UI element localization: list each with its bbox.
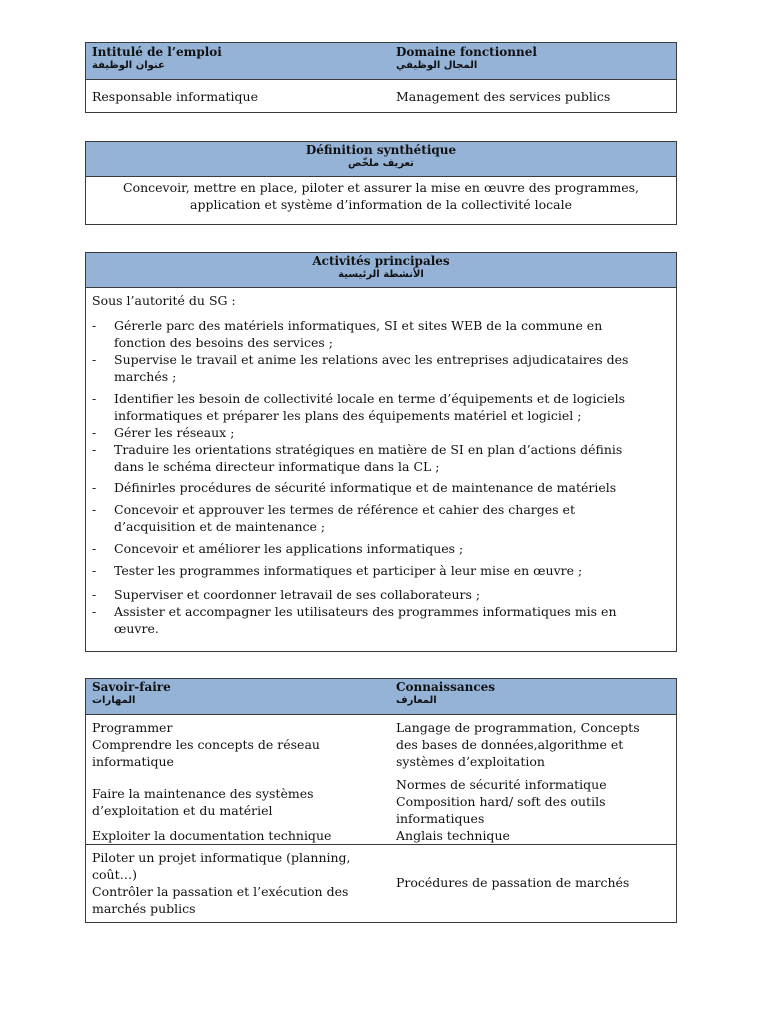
definition-heading: Définition synthétique	[305, 143, 457, 157]
skills-heading-ar: المهارات	[92, 695, 136, 706]
list-item: - Concevoir et améliorer les applications informatiques ;	[92, 540, 670, 557]
activities-list	[92, 317, 670, 637]
skill-group: Piloter un projet informatique (planning, coût…) Contrôler la passation et l’exécution des marchés publics	[92, 850, 351, 916]
domain-value: Management des services publics	[396, 89, 611, 104]
domain-heading-ar: المجال الوظيفي	[396, 60, 478, 71]
knowledge-heading-ar: المعارف	[396, 695, 437, 706]
skills-heading: Savoir-faire	[92, 680, 171, 694]
skills-table	[85, 678, 677, 923]
knowledge-group: Anglais technique	[396, 828, 510, 843]
definition-line: application et système d’information de la collectivité locale	[190, 197, 572, 212]
knowledge-group: Langage de programmation, Concepts des bases de données,algorithme et systèmes d’exploitation	[396, 720, 640, 769]
list-item: - Identifier les besoin de collectivité locale en terme d’équipements et de logiciels informatiques et préparer les plans des équipements matériel et logiciel ;	[92, 390, 670, 424]
activities-heading-ar: الأنشطة الرئيسية	[338, 269, 424, 280]
definition-heading-ar: تعريف ملخّص	[348, 158, 414, 169]
list-item: - Définirles procédures de sécurité informatique et de maintenance de matériels	[92, 479, 670, 496]
list-item: - Tester les programmes informatiques et participer à leur mise en œuvre ;	[92, 562, 670, 579]
list-item: - Supervise le travail et anime les relations avec les entreprises adjudicataires des marchés ;	[92, 351, 670, 385]
skills-row	[86, 715, 676, 845]
knowledge-group: Normes de sécurité informatique Composition hard/ soft des outils informatiques	[396, 777, 607, 826]
list-item: - Superviser et coordonner letravail de ses collaborateurs ;	[92, 586, 670, 603]
list-item: - Traduire les orientations stratégiques en matière de SI en plan d’actions définis dans le schéma directeur informatique dans la CL ;	[92, 441, 670, 475]
definition-line: Concevoir, mettre en place, piloter et assurer la mise en œuvre des programmes,	[123, 180, 639, 195]
activities-table	[85, 252, 677, 652]
knowledge-group: Procédures de passation de marchés	[396, 875, 630, 890]
definition-header	[86, 142, 676, 177]
activities-heading: Activités principales	[312, 254, 450, 268]
job-title-heading: Intitulé de l’emploi	[92, 45, 222, 59]
activities-header	[86, 253, 676, 288]
job-title-heading-ar: عنوان الوظيفة	[92, 60, 165, 71]
activities-intro: Sous l’autorité du SG :	[92, 293, 236, 308]
list-item: - Gérer les réseaux ;	[92, 424, 670, 441]
job-title-value: Responsable informatique	[92, 89, 258, 104]
list-item: - Assister et accompagner les utilisateurs des programmes informatiques mis en œuvre.	[92, 603, 670, 637]
skill-group: Exploiter la documentation technique	[92, 828, 332, 843]
definition-table	[85, 141, 677, 225]
skills-header	[86, 679, 676, 715]
skill-group: Programmer Comprendre les concepts de réseau informatique	[92, 720, 320, 769]
list-item: - Concevoir et approuver les termes de référence et cahier des charges et d’acquisition et de maintenance ;	[92, 501, 670, 535]
job-title-header	[86, 43, 676, 80]
job-title-table	[85, 42, 677, 113]
list-item: - Gérerle parc des matériels informatiques, SI et sites WEB de la commune en fonction des besoins des services ;	[92, 317, 670, 351]
domain-heading: Domaine fonctionnel	[396, 45, 537, 59]
skill-group: Faire la maintenance des systèmes d’exploitation et du matériel	[92, 786, 314, 818]
knowledge-heading: Connaissances	[396, 680, 496, 694]
skills-row	[86, 845, 676, 922]
